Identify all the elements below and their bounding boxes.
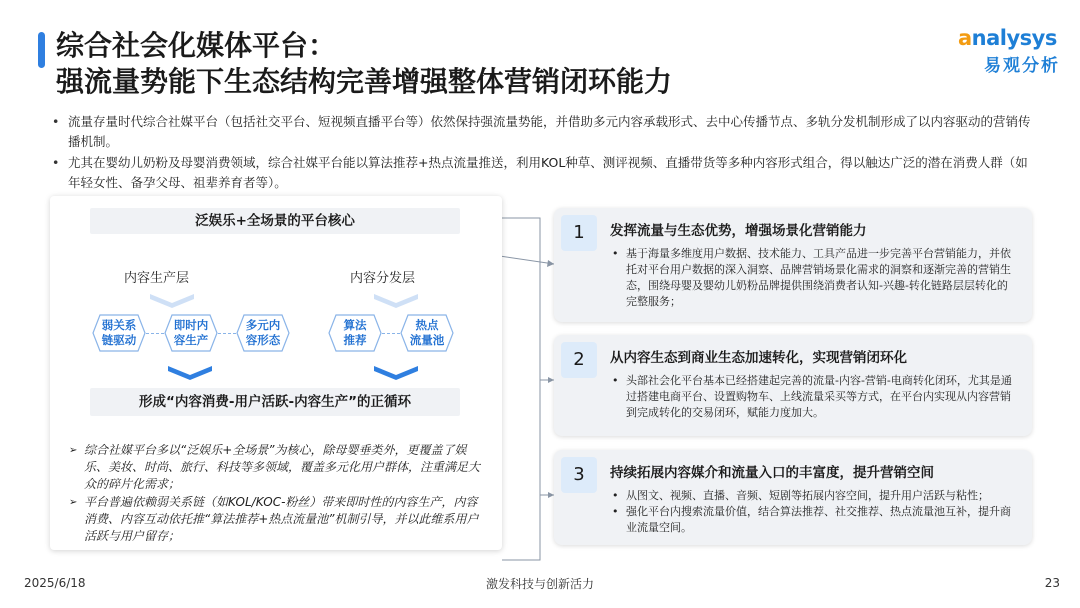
diagram-note (68, 494, 488, 545)
chevron-down-icon (150, 294, 194, 308)
chip-connector (382, 333, 400, 334)
card-list (610, 246, 1012, 310)
card-item: • 头部社会化平台基本已经搭建起完善的流量-内容-营销-电商转化闭环，尤其是通过搭建电商平台、设置购物车、上线流量采买等方式，在平台内实现从内容营销到完成转化的交易闭环，赋能力度加大。 (610, 373, 1012, 421)
chip-hot-traffic-pool-label: 热点 流量池 (409, 318, 445, 347)
card-list (610, 373, 1012, 421)
card-item: • 强化平台内搜索流量价值，结合算法推荐、社交推荐、热点流量池互补，提升商业流量空间。 (610, 504, 1012, 536)
chip-weak-ties-label: 弱关系 链驱动 (101, 318, 137, 347)
strategy-card-3 (554, 450, 1032, 545)
logo-english-rest: nalysys (971, 26, 1057, 50)
chevron-down-icon (168, 366, 212, 380)
chip-instant-production-label: 即时内 容生产 (173, 318, 209, 347)
chip-diverse-formats-label: 多元内 容形态 (245, 318, 281, 347)
page-number: 23 (1044, 576, 1060, 590)
chevron-down-icon (374, 366, 418, 380)
positive-loop-bar: 形成“内容消费-用户活跃-内容生产”的正循环 (90, 388, 460, 416)
title-accent-bar (38, 32, 45, 68)
logo-english (958, 26, 1068, 50)
card-number: 2 (561, 342, 597, 378)
content-distribution-label: 内容分发层 (350, 271, 416, 286)
strategy-card-2 (554, 335, 1032, 436)
intro-bullets (50, 112, 1040, 194)
chip-instant-production (164, 314, 218, 352)
platform-diagram-panel (50, 196, 502, 550)
diagram-note (68, 442, 488, 493)
intro-bullet: • 尤其在婴幼儿奶粉及母婴消费领域，综合社媒平台能以算法推荐+热点流量推送，利用KOL种草、测评视频、直播带货等多种内容形式组合，得以触达广泛的潜在消费人群（如年轻女性、备孕父母、祖辈养育者等）。 (50, 153, 1040, 193)
footer-slogan: 激发科技与创新活力 (485, 577, 594, 591)
chip-algorithm-recommend-label: 算法 推荐 (343, 318, 367, 347)
page-title-line2: 强流量势能下生态结构完善增强整体营销闭环能力 (56, 65, 673, 98)
card-title: 发挥流量与生态优势，增强场景化营销能力 (610, 223, 867, 239)
diagram-note-text: 综合社媒平台多以“泛娱乐+全场景”为核心，除母婴垂类外，更覆盖了娱乐、美妆、时尚、旅行、科技等多领域，覆盖多元化用户群体，注重满足大众的碎片化需求； (84, 443, 481, 491)
chip-diverse-formats (236, 314, 290, 352)
card-item: • 从图文、视频、直播、音频、短剧等拓展内容空间，提升用户活跃与粘性； (610, 488, 1012, 504)
chevron-down-icon (374, 294, 418, 308)
chip-connector (218, 333, 236, 334)
card-number: 3 (561, 457, 597, 493)
arrow-right-icon: ➢ (69, 497, 78, 508)
diagram-note-text: 平台普遍依赖弱关系链（如KOL/KOC-粉丝）带来即时性的内容生产，内容消费、内容互动依托推“算法推荐+热点流量池”机制引导，并以此维系用户活跃与用户留存； (84, 495, 479, 543)
analysys-logo (958, 26, 1068, 82)
logo-english-initial: a (958, 26, 972, 50)
platform-core-bar: 泛娱乐+全场景的平台核心 (90, 208, 460, 234)
intro-bullet: • 流量存量时代综合社媒平台（包括社交平台、短视频直播平台等）依然保持强流量势能，并借助多元内容承载形式、去中心传播节点、多轨分发机制形成了以内容驱动的营销传播机制。 (50, 112, 1040, 152)
chip-connector (146, 333, 164, 334)
card-title: 持续拓展内容媒介和流量入口的丰富度，提升营销空间 (610, 465, 934, 481)
strategy-card-1 (554, 208, 1032, 322)
chip-weak-ties (92, 314, 146, 352)
page-title (56, 28, 672, 100)
arrow-right-icon: ➢ (69, 445, 78, 456)
card-title: 从内容生态到商业生态加速转化，实现营销闭环化 (610, 350, 907, 366)
card-item: • 基于海量多维度用户数据、技术能力、工具产品进一步完善平台营销能力，并依托对平台用户数据的深入洞察、品牌营销场景化需求的洞察和逐渐完善的营销生态，围绕母婴及婴幼儿奶粉品牌提供围绕消费者认知-兴趣-转化链路层层转化的完整服务； (610, 246, 1012, 310)
logo-chinese: 易观分析 (984, 56, 1060, 76)
chip-hot-traffic-pool (400, 314, 454, 352)
card-number: 1 (561, 215, 597, 251)
card-list (610, 488, 1012, 536)
chip-algorithm-recommend (328, 314, 382, 352)
footer-date: 2025/6/18 (24, 576, 86, 590)
page-title-line1: 综合社会化媒体平台： (56, 29, 337, 62)
content-production-label: 内容生产层 (124, 271, 190, 286)
diagram-notes (68, 442, 488, 546)
